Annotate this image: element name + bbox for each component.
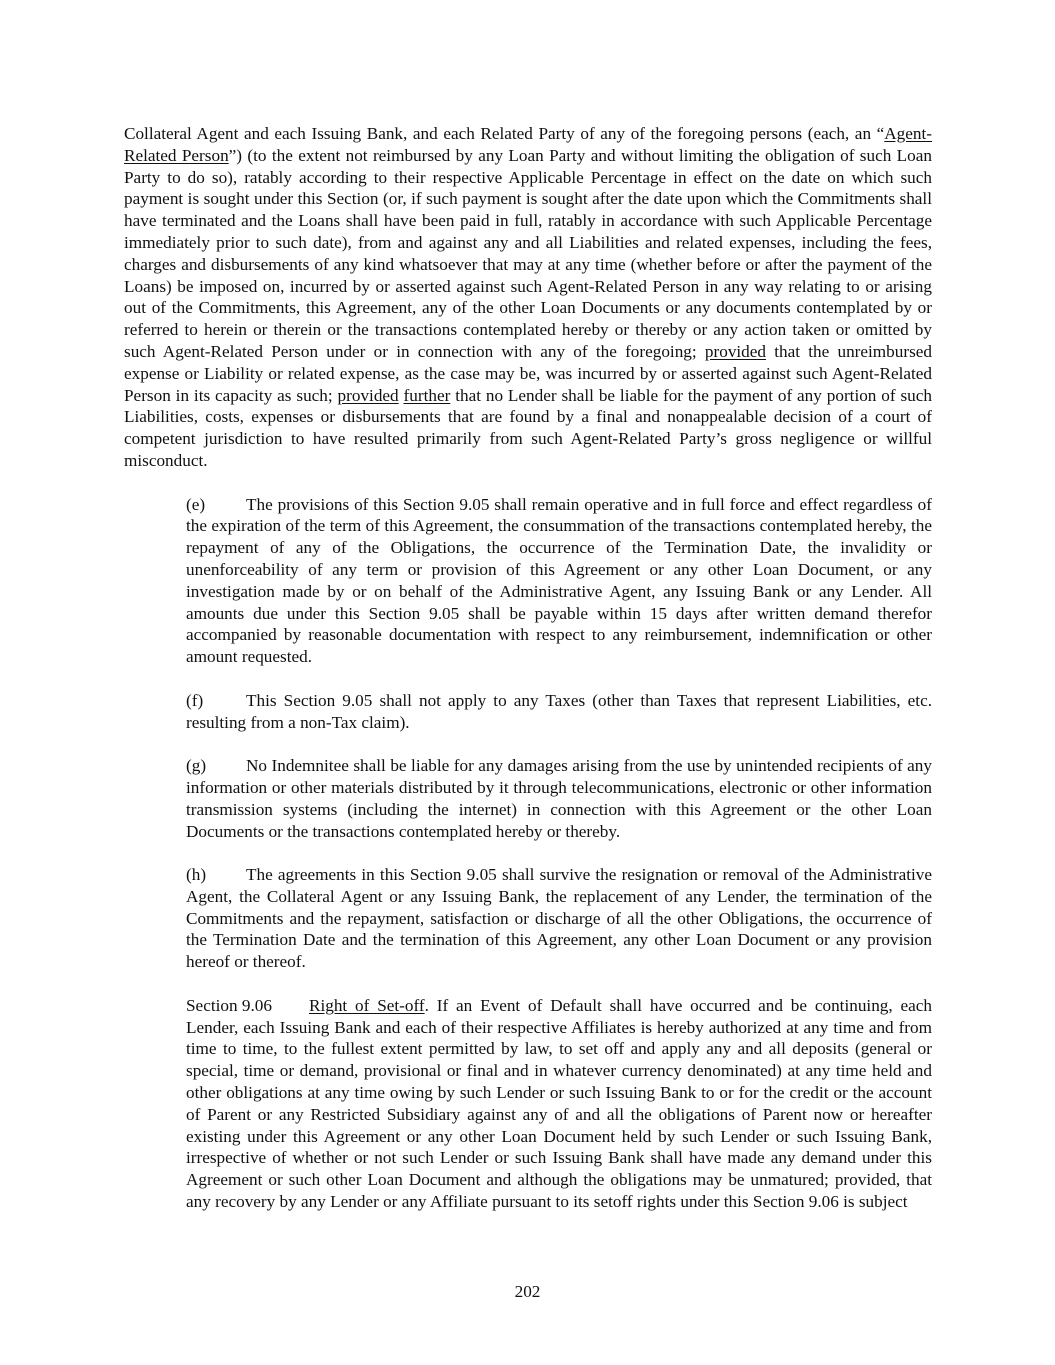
- intro-text-1: Collateral Agent and each Issuing Bank, and each Related Party of any of the foregoing persons (each, an “: [124, 124, 885, 143]
- paragraph-g: [124, 755, 932, 842]
- clause-label: (e): [186, 494, 206, 514]
- further-term: further: [403, 385, 451, 405]
- proviso-term: provided: [704, 341, 767, 361]
- intro-text-2: ”) (to the extent not reimbursed by any Loan Party and without limiting the obligation of such Loan Party to do so), ratably according to their respective Applicable Percentage in effect on the date on which such payment is sought under this Section (or, if such payment is sought after the date upon which the Commitments shall have terminated and the Loans shall have been paid in full, ratably in accordance with such Applicable Percentage immediately prior to such date), from and against any and all Liabilities and related expenses, including the fees, charges and disbursements of any kind whatsoever that may at any time (whether before or after the payment of the Loans) be imposed on, incurred by or asserted against such Agent-Related Person in any way relating to or arising out of the Commitments, this Agreement, any of the other Loan Documents or any documents contemplated by or referred to herein or therein or the transactions contemplated hereby or thereby or any action taken or omitted by such Agent-Related Person under or in connection with any of the foregoing;: [124, 145, 932, 361]
- intro-text-3: that the unreimbursed expense or Liability or related expense, as the case may be, was incurred by or asserted against such Agent-Related Person in its capacity as such;: [124, 341, 932, 405]
- section-9-06: [124, 995, 932, 1213]
- page-number: 202: [514, 1282, 541, 1301]
- clause-text: The agreements in this Section 9.05 shall survive the resignation or removal of the Administrative Agent, the Collateral Agent or any Issuing Bank, the replacement of any Lender, the termination of the Commitments and the repayment, satisfaction or discharge of all the other Obligations, the occurrence of the Termination Date and the termination of this Agreement, any other Loan Document or any provision hereof or thereof.: [186, 865, 932, 972]
- section-label: Section 9.06: [186, 995, 272, 1015]
- section-text: . If an Event of Default shall have occurred and be continuing, each Lender, each Issuing Bank and each of their respective Affiliates is hereby authorized at any time and from time to time, to the fullest extent permitted by law, to set off and apply any and all deposits (general or special, time or demand, provisional or final and in whatever currency denominated) at any time held and other obligations at any time owing by such Lender or such Issuing Bank to or for the credit or the account of Parent or any Restricted Subsidiary against any of and all the obligations of Parent now or hereafter existing under this Agreement or any other Loan Document held by such Lender or such Issuing Bank, irrespective of whether or not such Lender or such Issuing Bank shall have made any demand under this Agreement or such other Loan Document and although the obligations may be unmatured; provided, that any recovery by any Lender or any Affiliate pursuant to its setoff rights under this Section 9.06 is subject: [186, 995, 933, 1212]
- paragraph-f: [124, 690, 932, 734]
- proviso-term: provided: [337, 385, 399, 405]
- paragraph-h: [124, 864, 932, 973]
- clause-label: (g): [186, 756, 207, 776]
- clause-label: (h): [186, 865, 207, 885]
- clause-text: The provisions of this Section 9.05 shall remain operative and in full force and effect regardless of the expiration of the term of this Agreement, the consummation of the transactions contemplated hereby, the repayment of any of the Obligations, the occurrence of the Termination Date, the invalidity or unenforceability of any term or provision of this Agreement or any other Loan Document, or any investigation made by or on behalf of the Administrative Agent, any Issuing Bank or any Lender. All amounts due under this Section 9.05 shall be payable within 15 days after written demand therefor accompanied by reasonable documentation with respect to any reimbursement, indemnification or other amount requested.: [186, 494, 932, 667]
- paragraph-intro: [124, 123, 932, 472]
- clause-label: (f): [186, 690, 204, 710]
- defined-term-agent-related-person: Agent-Related Person: [124, 124, 932, 165]
- paragraph-e: [124, 494, 932, 668]
- section-title: Right of Set-off: [309, 995, 425, 1015]
- intro-text-5: that no Lender shall be liable for the payment of any portion of such Liabilities, costs, expenses or disbursements that are found by a final and nonappealable decision of a court of competent jurisdiction to have resulted primarily from such Agent-Related Party’s gross negligence or willful misconduct.: [124, 385, 932, 470]
- clause-text: No Indemnitee shall be liable for any damages arising from the use by unintended recipients of any information or other materials distributed by it through telecommunications, electronic or other information transmission systems (including the internet) in connection with this Agreement or the other Loan Documents or the transactions contemplated hereby or thereby.: [186, 756, 932, 841]
- document-body: [124, 123, 932, 1235]
- clause-text: This Section 9.05 shall not apply to any Taxes (other than Taxes that represent Liabilities, etc. resulting from a non-Tax claim).: [186, 690, 932, 732]
